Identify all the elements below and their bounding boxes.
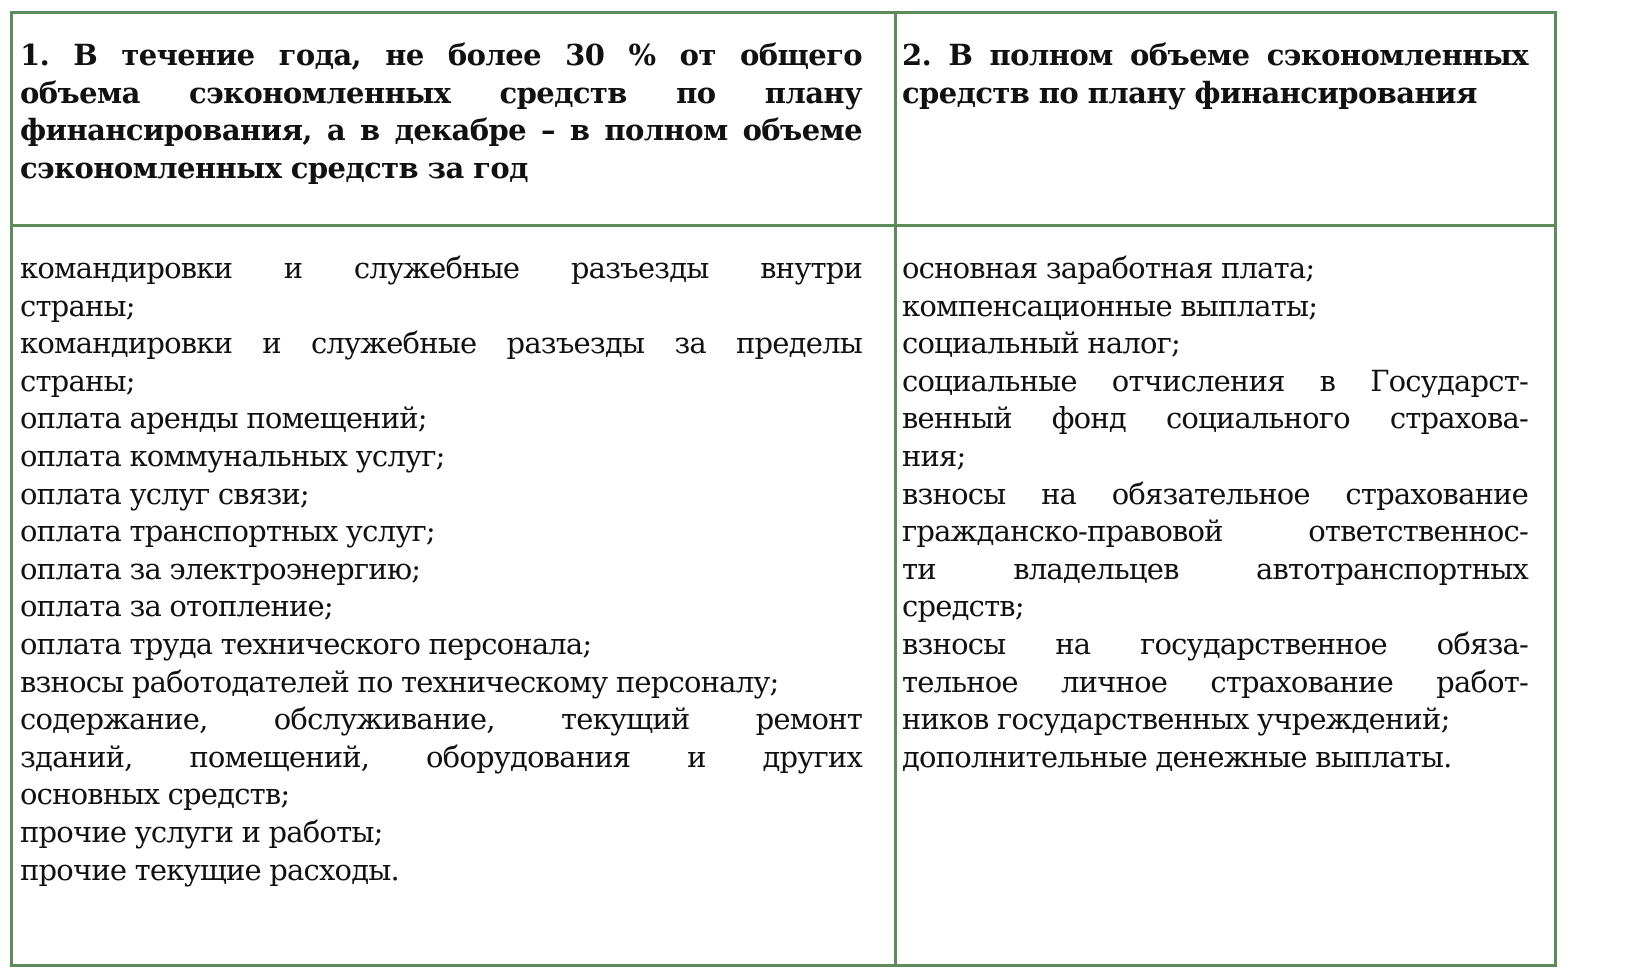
header-line: средств по плану финансирования — [902, 75, 1477, 110]
body-line: взносы на государственное обяза- — [902, 626, 1528, 661]
body-line: страны; — [20, 288, 135, 323]
header-line: объема сэкономленных средств по плану — [20, 75, 862, 110]
body-line: основная заработная плата; — [902, 251, 1315, 285]
body-line: прочие текущие расходы. — [20, 852, 399, 887]
header-line: 1. В течение года, не более 30 % от общего — [20, 38, 862, 72]
body-line: прочие услуги и работы; — [20, 814, 383, 849]
column-2-header — [902, 37, 1528, 112]
body-line: тельное личное страхование работ- — [902, 664, 1528, 699]
column-1-header — [20, 37, 862, 187]
body-line: оплата транспортных услуг; — [20, 514, 435, 549]
body-line: дополнительные денежные выплаты. — [902, 739, 1452, 774]
header-line: 2. В полном объеме сэкономленных — [902, 38, 1528, 72]
body-line: ния; — [902, 438, 966, 473]
body-line: взносы работодателей по техническому персоналу; — [20, 664, 779, 699]
body-line: социальные отчисления в Государст- — [902, 363, 1528, 398]
body-line: оплата коммунальных услуг; — [20, 438, 445, 473]
body-line: оплата аренды помещений; — [20, 401, 427, 436]
body-line: оплата за отопление; — [20, 589, 333, 624]
body-line: оплата труда технического персонала; — [20, 626, 592, 661]
header-line: финансирования, а в декабре – в полном объеме — [20, 113, 862, 147]
body-line: венный фонд социального страхова- — [902, 401, 1528, 436]
column-divider — [894, 14, 897, 964]
body-line: зданий, помещений, оборудования и других — [20, 739, 862, 774]
body-line: компенсационные выплаты; — [902, 288, 1318, 323]
body-line: командировки и служебные разъезды внутри — [20, 251, 862, 285]
body-line: основных средств; — [20, 777, 290, 812]
body-line: социальный налог; — [902, 326, 1181, 361]
body-line: командировки и служебные разъезды за пределы — [20, 326, 862, 361]
column-2-body — [902, 250, 1528, 776]
body-line: ников государственных учреждений; — [902, 702, 1450, 737]
body-line: содержание, обслуживание, текущий ремонт — [20, 702, 862, 737]
body-line: ти владельцев автотранспортных — [902, 551, 1528, 586]
column-1-body — [20, 250, 862, 889]
body-line: средств; — [902, 589, 1024, 624]
body-line: гражданско-правовой ответственнос- — [902, 514, 1528, 549]
body-line: оплата услуг связи; — [20, 476, 309, 511]
body-line: взносы на обязательное страхование — [902, 476, 1528, 511]
body-line: страны; — [20, 363, 135, 398]
body-line: оплата за электроэнергию; — [20, 551, 421, 586]
header-divider — [13, 224, 1554, 227]
header-line: сэкономленных средств за год — [20, 150, 528, 185]
